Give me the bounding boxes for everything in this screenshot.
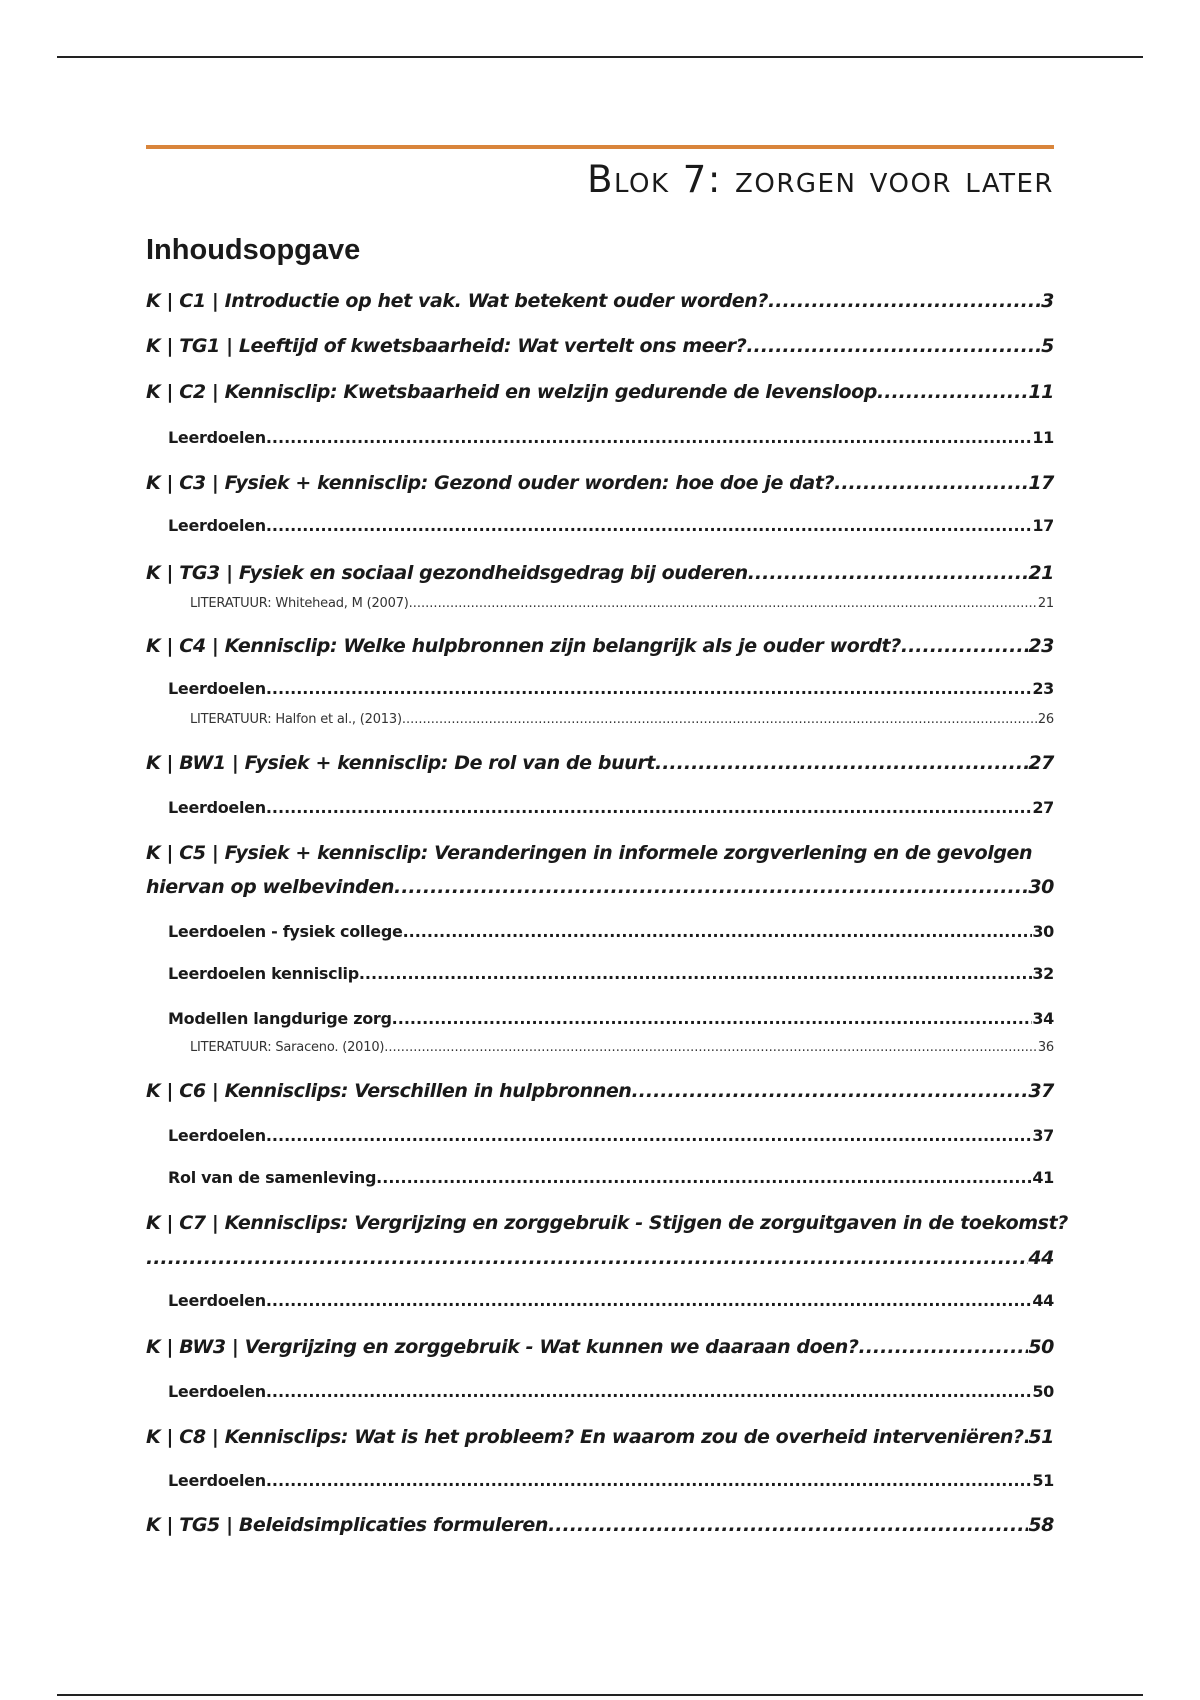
toc-entry[interactable]: K | TG5 | Beleidsimplicaties formuleren ..... 58 [146,1512,1054,1538]
toc-entry[interactable]: Rol van de samenleving ..... 41 [168,1167,1054,1189]
header-rule [57,56,1143,58]
toc-entry-line1[interactable]: K | C5 | Fysiek + kennisclip: Veranderingen in informele zorgverlening en de gevolgen [146,842,1033,864]
toc-entry[interactable]: K | C2 | Kennisclip: Kwetsbaarheid en welzijn gedurende de levensloop ..... 11 [146,379,1054,405]
toc-entry[interactable]: Leerdoelen ..... 23 [168,678,1054,700]
toc-entry[interactable]: Modellen langdurige zorg ..... 34 [168,1008,1054,1030]
toc-entry[interactable]: LITERATUUR: Halfon et al., (2013) ..... 26 [190,711,1054,729]
toc-entry[interactable]: K | C8 | Kennisclips: Wat is het probleem? En waarom zou de overheid interveniëren? ..... 51 [146,1424,1054,1450]
toc-entry[interactable]: Leerdoelen - fysiek college ..... 30 [168,921,1054,943]
toc-entry[interactable]: LITERATUUR: Saraceno. (2010) ..... 36 [190,1039,1054,1057]
toc-entry[interactable]: hiervan op welbevinden ..... 30 [146,874,1054,900]
toc-entry[interactable]: Leerdoelen ..... 37 [168,1125,1054,1147]
toc-entry-line1[interactable]: K | C7 | Kennisclips: Vergrijzing en zorggebruik - Stijgen de zorguitgaven in de toekomst? [146,1212,1068,1234]
title-accent-rule [146,145,1054,149]
toc-entry[interactable]: Leerdoelen ..... 27 [168,797,1054,819]
toc-heading: Inhoudsopgave [146,234,361,266]
toc-entry[interactable]: K | C1 | Introductie op het vak. Wat betekent ouder worden? ..... 3 [146,288,1054,314]
toc-entry[interactable]: Leerdoelen ..... 17 [168,515,1054,537]
toc-entry[interactable]: K | TG3 | Fysiek en sociaal gezondheidsgedrag bij ouderen ..... 21 [146,560,1054,586]
footer-rule [57,1694,1143,1696]
toc-entry[interactable]: Leerdoelen ..... 44 [168,1290,1054,1312]
toc-entry[interactable]: ..... 44 [146,1245,1054,1271]
toc-entry[interactable]: Leerdoelen ..... 50 [168,1381,1054,1403]
toc-entry[interactable]: K | C4 | Kennisclip: Welke hulpbronnen zijn belangrijk als je ouder wordt? ..... 23 [146,633,1054,659]
toc-entry[interactable]: Leerdoelen ..... 11 [168,427,1054,449]
toc-entry[interactable]: K | BW1 | Fysiek + kennisclip: De rol van de buurt ..... 27 [146,750,1054,776]
document-title: Blok 7: zorgen voor later [587,158,1054,201]
toc-entry[interactable]: K | TG1 | Leeftijd of kwetsbaarheid: Wat vertelt ons meer? ..... 5 [146,333,1054,359]
toc-entry[interactable]: Leerdoelen ..... 51 [168,1470,1054,1492]
toc-entry[interactable]: K | C6 | Kennisclips: Verschillen in hulpbronnen ..... 37 [146,1078,1054,1104]
toc-entry[interactable]: K | BW3 | Vergrijzing en zorggebruik - Wat kunnen we daaraan doen? ..... 50 [146,1334,1054,1360]
toc-entry[interactable]: K | C3 | Fysiek + kennisclip: Gezond ouder worden: hoe doe je dat? ..... 17 [146,470,1054,496]
toc-entry[interactable]: LITERATUUR: Whitehead, M (2007) ..... 21 [190,595,1054,613]
toc-entry[interactable]: Leerdoelen kennisclip ..... 32 [168,963,1054,985]
